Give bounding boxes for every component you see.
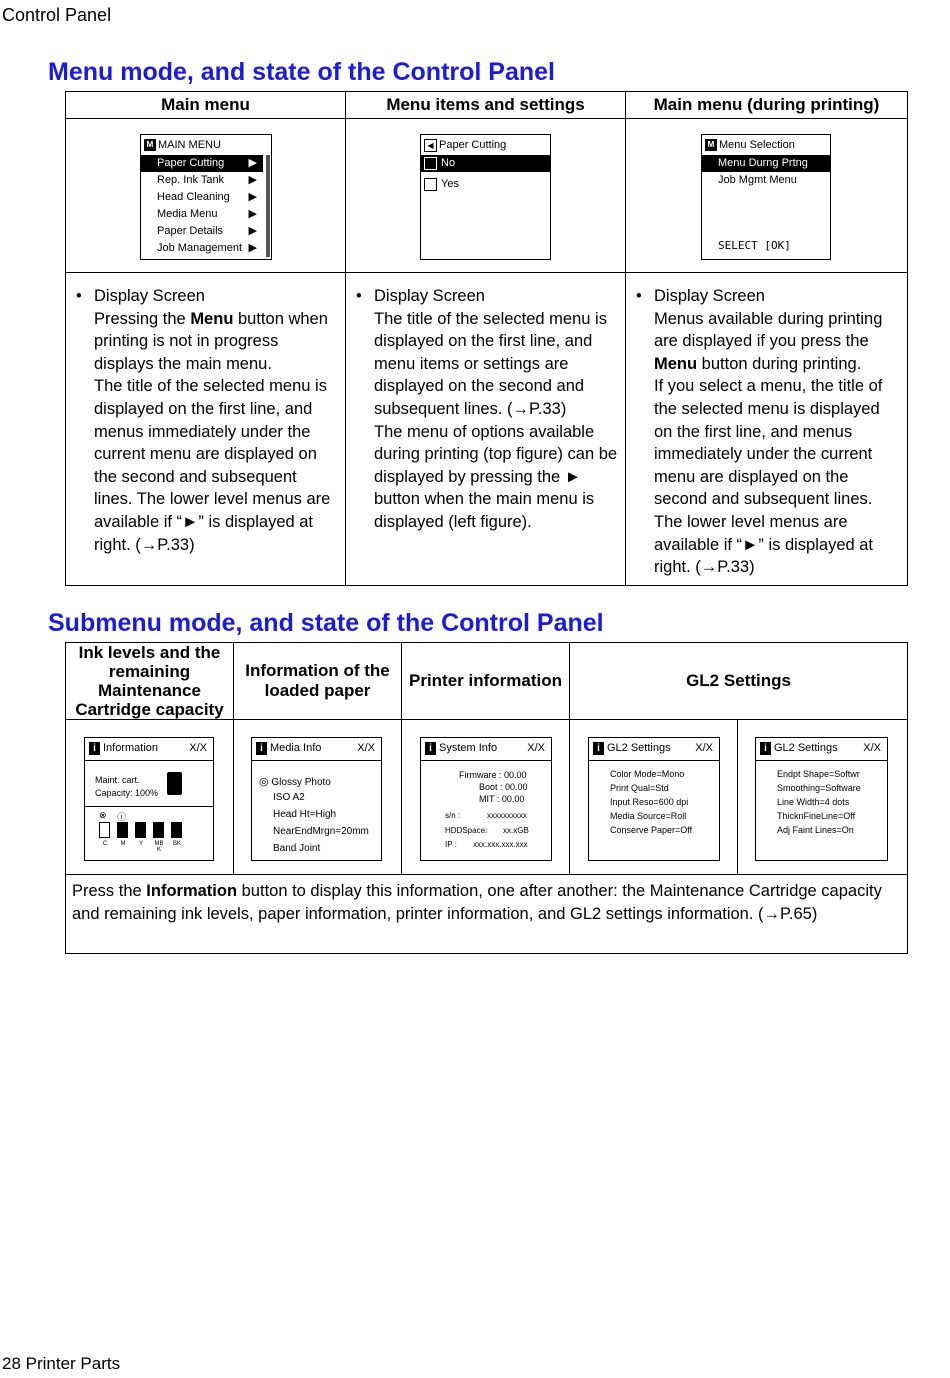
gl2-line: Adj Faint Lines=On: [777, 825, 854, 835]
menu-printing-description: • Display Screen Menus available during printing are displayed if you press the Menu button during printing. If you select a menu, the title of the selected menu is displayed on the first line, and menus immediately under the current menu are displayed on the second and subsequent lines. The lower level menus are available if “►” is displayed at right. (→P.33): [626, 273, 908, 586]
info-icon: i: [760, 742, 771, 755]
lcd-title: MAIN MENU: [158, 139, 221, 151]
desc-heading: Display Screen: [654, 287, 765, 305]
lcd-item-selected: Paper Cutting ▶: [141, 155, 263, 172]
capacity-label: Capacity: 100%: [95, 788, 159, 798]
media-info-lcd: i Media Info X/X ◎ Glossy Photo ISO A2 Head Ht=High NearEndMrgn=20mm Band Joint: [251, 737, 382, 861]
col-header-menu-items: Menu items and settings: [346, 92, 626, 119]
lcd-item: Paper Details ▶: [157, 225, 257, 237]
info-icon: i: [89, 742, 100, 755]
desc-paragraph: Menus available during printing are displayed if you press the Menu button during printing.: [654, 309, 883, 373]
info-icon: i: [425, 742, 436, 755]
main-menu-screen-cell: [66, 119, 346, 273]
lcd-item: Media Menu ▶: [157, 208, 257, 220]
main-menu-description: • Display Screen Pressing the Menu button when printing is not in progress displays the main menu. The title of the selected menu is displayed on the first line, and menus immediately under the current menu are displayed on the second and subsequent lines. The lower level menus are available if “►” is displayed at right. (→P.33): [66, 273, 346, 586]
ink-tank-icon: [99, 822, 110, 838]
lcd-item: Job Mgmt Menu: [718, 174, 797, 186]
col-header-printer-info: Printer information: [402, 643, 570, 720]
ink-tank-icon: [153, 822, 164, 838]
page-footer: 28 Printer Parts: [2, 1354, 121, 1373]
menu-icon: M: [705, 139, 717, 151]
gl2-lcd-2: i GL2 Settings X/X Endpt Shape=Softwr Smoothing=Software Line Width=4 dots ThicknFineLine=Off Adj Faint Lines=On: [755, 737, 888, 861]
page-counter: X/X: [357, 742, 375, 754]
back-arrow-icon: ◀: [424, 139, 437, 152]
desc-paragraph: The title of the selected menu is displayed on the first line, and menus immediately under the current menu are displayed on the second and subsequent lines. The lower level menus are available if “►” is displayed at right. (→P.33): [94, 377, 331, 554]
lcd-item: Rep. Ink Tank ▶: [157, 174, 257, 186]
media-line: Head Ht=High: [273, 809, 337, 820]
section-title-submenu-mode: Submenu mode, and state of the Control Panel: [48, 609, 604, 637]
gl2-line: Print Qual=Std: [610, 783, 669, 793]
media-line: NearEndMrgn=20mm: [273, 826, 369, 837]
section-title-menu-mode: Menu mode, and state of the Control Panel: [48, 58, 555, 86]
sys-line: MIT : 00.00: [479, 794, 525, 804]
gl2-line: Input Reso=600 dpi: [610, 797, 689, 807]
gl2-settings-cell-2: [738, 720, 908, 875]
ink-label: M: [120, 841, 126, 847]
ip-label: IP :: [445, 840, 457, 849]
submenu-note: Press the Information button to display this information, one after another: the Maintenance Cartridge capacity and remaining ink levels, paper information, printer information, and GL2 settings information. (→P.65): [66, 875, 908, 954]
desc-paragraph: The title of the selected menu is displayed on the first line, and menu items or settings are displayed on the second and subsequent lines. (→P.33): [374, 309, 607, 418]
ink-label: C: [102, 841, 108, 847]
menu-printing-screen-cell: [626, 119, 908, 273]
gl2-line: Conserve Paper=Off: [610, 825, 693, 835]
checkbox-icon: [424, 157, 437, 170]
ink-label: Y: [138, 841, 143, 847]
col-header-main-menu: Main menu: [66, 92, 346, 119]
ink-label: BK: [172, 841, 181, 847]
media-line: Band Joint: [273, 843, 321, 854]
info-icon: i: [256, 742, 267, 755]
media-type-icon: ◎: [259, 776, 269, 788]
ink-tank-icon: [135, 822, 146, 838]
page-counter: X/X: [695, 742, 713, 754]
media-line: ◎ Glossy Photo: [259, 776, 331, 788]
ink-levels-cell: [66, 720, 234, 875]
lcd-item-selected: Menu Durng Prtng: [702, 155, 830, 172]
lcd-footer: SELECT [OK]: [718, 239, 791, 252]
col-header-main-menu-printing: Main menu (during printing): [626, 92, 908, 119]
sn-label: s/n :: [445, 811, 461, 820]
maint-cartridge-icon: [167, 772, 182, 795]
page-header: Control Panel: [2, 5, 112, 25]
ip-value: xxx.xxx.xxx.xxx: [473, 840, 528, 849]
gl2-line: ThicknFineLine=Off: [777, 811, 856, 821]
desc-heading: Display Screen: [374, 287, 485, 305]
lcd-title: Paper Cutting: [439, 139, 507, 151]
info-icon: i: [593, 742, 604, 755]
gl2-line: Smoothing=Software: [777, 783, 861, 793]
lcd-option: Yes: [421, 176, 550, 193]
ink-levels-lcd: i Information X/X Maint. cart. Capacity: 100% ⊗ ⓘ C M Y MBK BK: [84, 737, 214, 861]
desc-heading: Display Screen: [94, 287, 205, 305]
ink-tank-icon: [171, 822, 182, 838]
lcd-item: Job Management ▶: [157, 242, 257, 254]
menu-items-description: • Display Screen The title of the selected menu is displayed on the first line, and menu items or settings are displayed on the second and subsequent lines. (→P.33) The menu of options available during printing (top figure) can be displayed by pressing the ► button when the main menu is displayed (left figure).: [346, 273, 626, 586]
desc-paragraph: If you select a menu, the title of the selected menu is displayed on the first line, and menus immediately under the current menu are displayed on the second and subsequent lines. The lower level menus are available if “►” is displayed at right. (→P.33): [654, 377, 883, 577]
page-counter: X/X: [863, 742, 881, 754]
lcd-title: Menu Selection: [719, 139, 795, 151]
lcd-scrollbar: [266, 155, 270, 257]
warning-icon: ⓘ: [117, 812, 127, 822]
page-counter: X/X: [189, 742, 207, 754]
hdd-label: HDDSpace:: [445, 826, 488, 835]
media-line: ISO A2: [273, 792, 305, 803]
gl2-line: Endpt Shape=Softwr: [777, 769, 860, 779]
paper-info-cell: [234, 720, 402, 875]
col-header-gl2-settings: GL2 Settings: [570, 643, 908, 720]
gl2-line: Color Mode=Mono: [610, 769, 685, 779]
sys-line: Boot : 00.00: [479, 782, 528, 792]
error-icon: ⊗: [99, 810, 107, 820]
ink-label: MBK: [154, 841, 164, 853]
menu-mode-table: [65, 91, 908, 586]
menu-icon: M: [144, 139, 156, 151]
menu-items-lcd: [420, 134, 551, 260]
sn-value: xxxxxxxxxx: [487, 811, 527, 820]
submenu-mode-table: [65, 642, 908, 954]
hdd-value: xx.xGB: [503, 826, 529, 835]
col-header-ink-levels: Ink levels and the remaining Maintenance Cartridge capacity: [66, 643, 234, 720]
system-info-lcd: i System Info X/X Firmware : 00.00 Boot : 00.00 MIT : 00.00 s/n : xxxxxxxxxx HDDSpace: xx.xGB IP : xxx.xxx.xxx.xxx: [420, 737, 552, 861]
desc-paragraph: Pressing the Menu button when printing is not in progress displays the main menu.: [94, 309, 328, 373]
checkbox-icon: [424, 178, 437, 191]
gl2-lcd-1: i GL2 Settings X/X Color Mode=Mono Print Qual=Std Input Reso=600 dpi Media Source=Roll Conserve Paper=Off: [588, 737, 720, 861]
desc-paragraph: The menu of options available during printing (top figure) can be displayed by pressing the ► button when the main menu is displayed (left figure).: [374, 422, 618, 531]
menu-printing-lcd: [701, 134, 831, 260]
page-counter: X/X: [527, 742, 545, 754]
maint-cart-label: Maint. cart.: [95, 775, 140, 785]
printer-info-cell: [402, 720, 570, 875]
lcd-item: Head Cleaning ▶: [157, 191, 257, 203]
main-menu-lcd: [140, 134, 272, 260]
menu-items-screen-cell: [346, 119, 626, 273]
gl2-line: Media Source=Roll: [610, 811, 687, 821]
lcd-option-selected: No: [421, 155, 550, 172]
ink-tank-icon: [117, 822, 128, 838]
col-header-paper-info: Information of the loaded paper: [234, 643, 402, 720]
gl2-line: Line Width=4 dots: [777, 797, 850, 807]
sys-line: Firmware : 00.00: [459, 770, 527, 780]
gl2-settings-cell-1: [570, 720, 738, 875]
